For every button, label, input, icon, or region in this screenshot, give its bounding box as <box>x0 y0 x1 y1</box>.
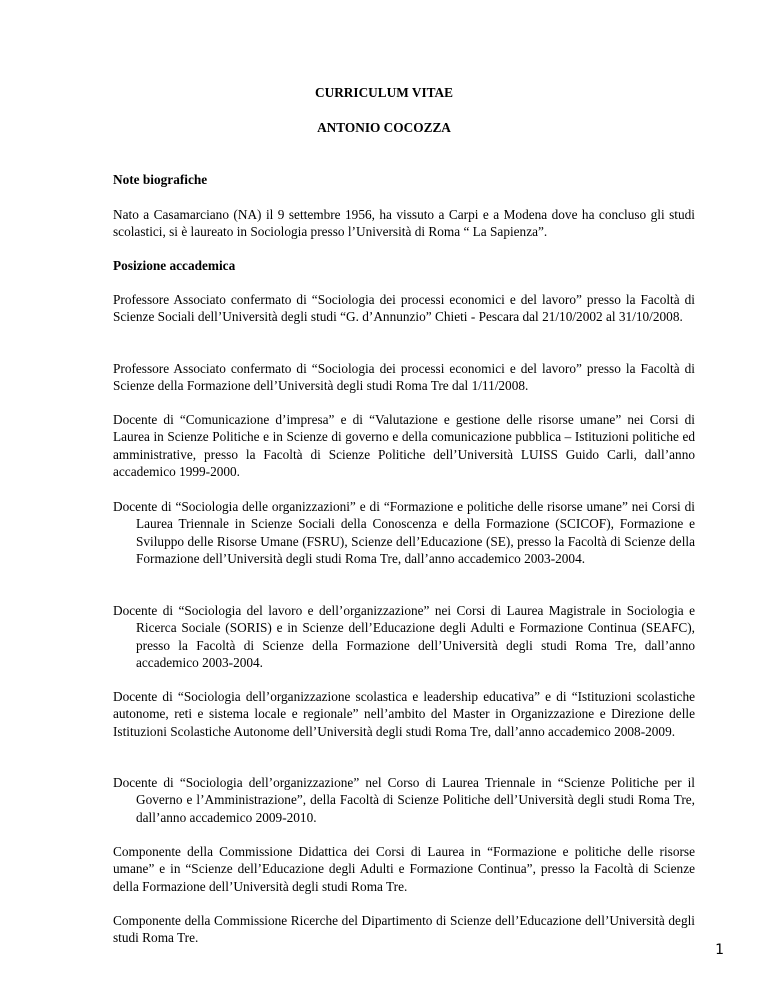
paragraph: Componente della Commissione Ricerche del Dipartimento di Scienze dell’Educazione dell’Università degli studi Roma Tre. <box>113 913 695 946</box>
paragraph: Docente di “Sociologia delle organizzazioni” e di “Formazione e politiche delle risorse umane” nei Corsi di Laurea Triennale in Scienze Sociali della Conoscenza e della Formazione (SCICOF), Formazione e Sviluppo delle Risorse Umane (FSRU), Scienze dell’Educazione (SE), presso la Facoltà di Scienze della Formazione dell’Università degli studi Roma Tre, dall’anno accademico 2003-2004. <box>113 499 695 566</box>
paragraph: Docente di “Comunicazione d’impresa” e di “Valutazione e gestione delle risorse umane” nei Corsi di Laurea in Scienze Politiche e in Scienze di governo e della comunicazione pubblica – Istituzioni politiche ed amministrative, presso la Facoltà di Scienze Politiche dell’Università LUISS Guido Carli, dall’anno accademico 1999-2000. <box>113 412 695 479</box>
paragraph: Docente di “Sociologia del lavoro e dell’organizzazione” nei Corsi di Laurea Magistrale in Sociologia e Ricerca Sociale (SORIS) e in Scienze dell’Educazione degli Adulti e Formazione Continua (SEAFC), presso la Facoltà di Scienze della Formazione dell’Università degli studi Roma Tre, dall’anno accademico 2003-2004. <box>113 603 695 670</box>
page-number: 1 <box>715 942 724 958</box>
document-title: CURRICULUM VITAE <box>314 85 454 100</box>
paragraph: Professore Associato confermato di “Sociologia dei processi economici e del lavoro” presso la Facoltà di Scienze Sociali dell’Università degli studi “G. d’Annunzio” Chieti - Pescara dal 21/10/2002 al 31/10/2008. <box>113 292 695 325</box>
bio-paragraph: Nato a Casamarciano (NA) il 9 settembre 1956, ha vissuto a Carpi e a Modena dove ha concluso gli studi scolastici, si è laureato in Sociologia presso l’Università di Roma “ La Sapienza”. <box>113 207 695 240</box>
paragraph: Professore Associato confermato di “Sociologia dei processi economici e del lavoro” presso la Facoltà di Scienze della Formazione dell’Università degli studi Roma Tre dal 1/11/2008. <box>113 361 695 394</box>
author-name: ANTONIO COCOZZA <box>317 120 451 135</box>
bio-heading: Note biografiche <box>113 172 208 187</box>
academic-position-heading: Posizione accademica <box>113 258 236 273</box>
paragraph: Componente della Commissione Didattica dei Corsi di Laurea in “Formazione e politiche delle risorse umane” e in “Scienze dell’Educazione degli Adulti e Formazione Continua”, presso la Facoltà di Scienze della Formazione dell’Università degli studi Roma Tre. <box>113 844 695 894</box>
paragraph: Docente di “Sociologia dell’organizzazione scolastica e leadership educativa” e di “Istituzioni scolastiche autonome, reti e sistema locale e regionale” nell’ambito del Master in Organizzazione e Direzione delle Istituzioni Scolastiche Autonome dell’Università degli studi Roma Tre, dall’anno accademico 2008-2009. <box>113 689 695 739</box>
paragraph: Docente di “Sociologia dell’organizzazione” nel Corso di Laurea Triennale in “Scienze Politiche per il Governo e l’Amministrazione”, della Facoltà di Scienze Politiche dell’Università degli studi Roma Tre, dall’anno accademico 2009-2010. <box>113 775 695 825</box>
